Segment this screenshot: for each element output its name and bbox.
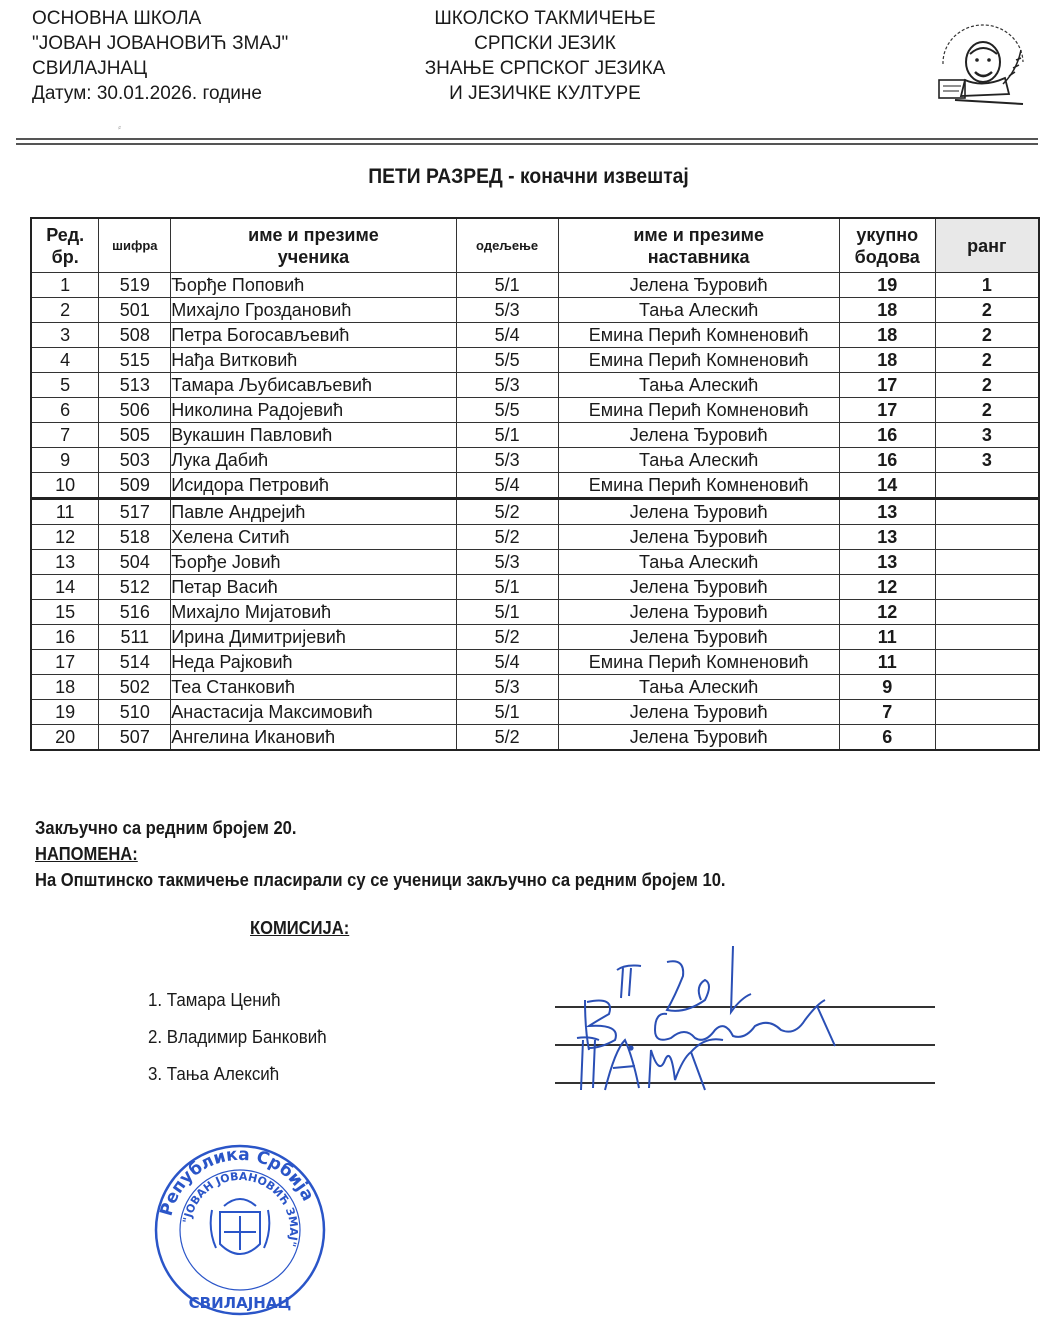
student-name: Ђорђе Поповић [171, 273, 456, 298]
student-code: 514 [99, 650, 171, 675]
student-code: 505 [99, 423, 171, 448]
table-row [31, 398, 1039, 423]
student-name: Ангелина Икановић [171, 725, 456, 751]
class-section: 5/2 [456, 725, 558, 751]
competition-topic-1: ЗНАЊЕ СРПСКОГ ЈЕЗИКА [424, 58, 666, 79]
total-points: 7 [839, 700, 935, 725]
school-city: СВИЛАЈНАЦ [32, 58, 148, 79]
school-type: ОСНОВНА ШКОЛА [32, 8, 202, 29]
official-stamp-icon [150, 1140, 330, 1320]
student-name: Михајло Мијатовић [171, 600, 456, 625]
rank: 2 [935, 323, 1039, 348]
class-section: 5/3 [456, 298, 558, 323]
student-name: Исидора Петровић [171, 473, 456, 499]
table-row [31, 600, 1039, 625]
rank [935, 625, 1039, 650]
total-points: 14 [839, 473, 935, 499]
teacher-name: Емина Перић Комненовић [558, 473, 839, 499]
rank: 3 [935, 423, 1039, 448]
col-header-points [839, 218, 935, 273]
competition-subject: СРПСКИ ЈЕЗИК [474, 33, 616, 54]
rank: 1 [935, 273, 1039, 298]
stamp-outer-text: Република Србија [156, 1144, 318, 1219]
total-points: 13 [839, 525, 935, 550]
col-header-number [31, 218, 99, 273]
student-code: 510 [99, 700, 171, 725]
student-name: Петар Васић [171, 575, 456, 600]
class-section: 5/4 [456, 650, 558, 675]
rank [935, 550, 1039, 575]
col-header-teacher [558, 218, 839, 273]
student-code: 515 [99, 348, 171, 373]
commission-members [148, 982, 327, 1093]
total-points: 12 [839, 600, 935, 625]
class-section: 5/3 [456, 550, 558, 575]
total-points: 18 [839, 348, 935, 373]
col-header-points-line2: бодова [854, 246, 920, 267]
col-header-rank: ранг [935, 218, 1039, 273]
total-points: 16 [839, 448, 935, 473]
col-header-number-line2: бр. [51, 246, 79, 267]
table-row [31, 448, 1039, 473]
rank [935, 525, 1039, 550]
row-number: 12 [31, 525, 99, 550]
table-row [31, 725, 1039, 751]
competition-topic-2: И ЈЕЗИЧКЕ КУЛТУРЕ [449, 83, 641, 104]
teacher-name: Емина Перић Комненовић [558, 398, 839, 423]
commission-member-2: 2. Владимир Банковић [148, 1027, 327, 1047]
row-number: 4 [31, 348, 99, 373]
rank [935, 499, 1039, 525]
total-points: 9 [839, 675, 935, 700]
row-number: 19 [31, 700, 99, 725]
rank: 2 [935, 398, 1039, 423]
table-row [31, 348, 1039, 373]
total-points: 13 [839, 550, 935, 575]
class-section: 5/1 [456, 600, 558, 625]
student-code: 518 [99, 525, 171, 550]
total-points: 18 [839, 323, 935, 348]
scan-artifact: ⸗ [118, 122, 121, 132]
teacher-name: Јелена Ђуровић [558, 625, 839, 650]
class-section: 5/1 [456, 575, 558, 600]
total-points: 18 [839, 298, 935, 323]
student-name: Ирина Димитријевић [171, 625, 456, 650]
header-divider-top [16, 138, 1038, 140]
col-header-number-line1: Ред. [46, 224, 85, 245]
row-number: 18 [31, 675, 99, 700]
student-code: 502 [99, 675, 171, 700]
commission-member-1: 1. Тамара Ценић [148, 990, 281, 1010]
class-section: 5/4 [456, 473, 558, 499]
student-name: Анастасија Максимовић [171, 700, 456, 725]
commission-title: КОМИСИЈА: [250, 918, 350, 938]
total-points: 19 [839, 273, 935, 298]
student-code: 516 [99, 600, 171, 625]
row-number: 16 [31, 625, 99, 650]
rank: 2 [935, 348, 1039, 373]
table-row [31, 625, 1039, 650]
student-name: Хелена Ситић [171, 525, 456, 550]
table-row [31, 323, 1039, 348]
col-header-student-line1: име и презиме [248, 224, 379, 245]
row-number: 10 [31, 473, 99, 499]
school-emblem-icon [925, 14, 1035, 114]
class-section: 5/1 [456, 273, 558, 298]
table-row [31, 675, 1039, 700]
student-name: Петра Богосављевић [171, 323, 456, 348]
competition-level: ШКОЛСКО ТАКМИЧЕЊЕ [434, 8, 656, 29]
total-points: 11 [839, 650, 935, 675]
table-row [31, 550, 1039, 575]
student-code: 508 [99, 323, 171, 348]
teacher-name: Емина Перић Комненовић [558, 348, 839, 373]
student-name: Нађа Витковић [171, 348, 456, 373]
total-points: 13 [839, 499, 935, 525]
rank [935, 600, 1039, 625]
table-row [31, 473, 1039, 499]
row-number: 7 [31, 423, 99, 448]
table-row [31, 273, 1039, 298]
student-code: 506 [99, 398, 171, 423]
class-section: 5/2 [456, 625, 558, 650]
row-number: 3 [31, 323, 99, 348]
class-section: 5/1 [456, 700, 558, 725]
table-header-row [31, 218, 1039, 273]
teacher-name: Тања Алескић [558, 373, 839, 398]
total-points: 17 [839, 398, 935, 423]
handwritten-signatures-icon [555, 940, 855, 1100]
col-header-student [171, 218, 456, 273]
note-label: НАПОМЕНА: [35, 844, 138, 864]
student-name: Ђорђе Јовић [171, 550, 456, 575]
student-name: Неда Рајковић [171, 650, 456, 675]
student-code: 509 [99, 473, 171, 499]
rank [935, 473, 1039, 499]
row-number: 1 [31, 273, 99, 298]
class-section: 5/4 [456, 323, 558, 348]
teacher-name: Тања Алескић [558, 448, 839, 473]
table-row [31, 423, 1039, 448]
row-number: 15 [31, 600, 99, 625]
header-divider-bottom [16, 143, 1038, 145]
col-header-teacher-line2: наставника [647, 246, 750, 267]
rank: 2 [935, 298, 1039, 323]
teacher-name: Јелена Ђуровић [558, 600, 839, 625]
results-table [30, 217, 1040, 751]
teacher-name: Јелена Ђуровић [558, 423, 839, 448]
table-row [31, 298, 1039, 323]
col-header-code: шифра [99, 218, 171, 273]
table-row [31, 373, 1039, 398]
class-section: 5/3 [456, 448, 558, 473]
student-name: Теа Станковић [171, 675, 456, 700]
class-section: 5/5 [456, 348, 558, 373]
teacher-name: Тања Алескић [558, 298, 839, 323]
concluded-text: Закључно са редним бројем 20. [35, 818, 297, 838]
teacher-name: Јелена Ђуровић [558, 273, 839, 298]
rank [935, 725, 1039, 751]
rank [935, 700, 1039, 725]
table-row [31, 525, 1039, 550]
student-code: 517 [99, 499, 171, 525]
stamp-inner-text: "ЈОВАН ЈОВАНОВИЋ ЗМАЈ" [180, 1169, 301, 1249]
row-number: 14 [31, 575, 99, 600]
student-code: 504 [99, 550, 171, 575]
row-number: 2 [31, 298, 99, 323]
teacher-name: Јелена Ђуровић [558, 525, 839, 550]
student-code: 519 [99, 273, 171, 298]
rank [935, 650, 1039, 675]
student-name: Вукашин Павловић [171, 423, 456, 448]
student-name: Лука Дабић [171, 448, 456, 473]
teacher-name: Јелена Ђуровић [558, 700, 839, 725]
row-number: 11 [31, 499, 99, 525]
col-header-points-line1: укупно [856, 224, 919, 245]
row-number: 9 [31, 448, 99, 473]
table-row [31, 575, 1039, 600]
col-header-class: одељење [456, 218, 558, 273]
total-points: 11 [839, 625, 935, 650]
table-row [31, 499, 1039, 525]
total-points: 6 [839, 725, 935, 751]
student-name: Тамара Љубисављевић [171, 373, 456, 398]
row-number: 17 [31, 650, 99, 675]
col-header-teacher-line1: име и презиме [633, 224, 764, 245]
school-name: "ЈОВАН ЈОВАНОВИЋ ЗМАЈ" [32, 33, 289, 54]
teacher-name: Јелена Ђуровић [558, 499, 839, 525]
class-section: 5/1 [456, 423, 558, 448]
teacher-name: Тања Алескић [558, 675, 839, 700]
student-name: Михајло Гроздановић [171, 298, 456, 323]
table-row [31, 700, 1039, 725]
commission-member-3: 3. Тања Алексић [148, 1064, 280, 1084]
class-section: 5/3 [456, 373, 558, 398]
row-number: 20 [31, 725, 99, 751]
rank: 3 [935, 448, 1039, 473]
total-points: 16 [839, 423, 935, 448]
total-points: 17 [839, 373, 935, 398]
report-title: ПЕТИ РАЗРЕД - коначни извештај [368, 165, 689, 188]
student-code: 507 [99, 725, 171, 751]
row-number: 5 [31, 373, 99, 398]
document-date: Датум: 30.01.2026. године [32, 83, 262, 104]
rank: 2 [935, 373, 1039, 398]
class-section: 5/3 [456, 675, 558, 700]
student-code: 503 [99, 448, 171, 473]
teacher-name: Тања Алескић [558, 550, 839, 575]
class-section: 5/2 [456, 525, 558, 550]
teacher-name: Јелена Ђуровић [558, 725, 839, 751]
class-section: 5/5 [456, 398, 558, 423]
teacher-name: Јелена Ђуровић [558, 575, 839, 600]
table-row [31, 650, 1039, 675]
teacher-name: Емина Перић Комненовић [558, 650, 839, 675]
row-number: 13 [31, 550, 99, 575]
col-header-student-line2: ученика [277, 246, 350, 267]
notes-section [35, 815, 726, 893]
row-number: 6 [31, 398, 99, 423]
rank [935, 575, 1039, 600]
student-code: 513 [99, 373, 171, 398]
student-name: Павле Андрејић [171, 499, 456, 525]
student-name: Николина Радојевић [171, 398, 456, 423]
teacher-name: Емина Перић Комненовић [558, 323, 839, 348]
rank [935, 675, 1039, 700]
student-code: 501 [99, 298, 171, 323]
total-points: 12 [839, 575, 935, 600]
competition-info [380, 6, 710, 106]
school-info [32, 6, 288, 106]
stamp-city-text: СВИЛАЈНАЦ [188, 1294, 292, 1312]
note-text: На Општинско такмичење пласирали су се ученици закључно са редним бројем 10. [35, 870, 726, 890]
student-code: 511 [99, 625, 171, 650]
class-section: 5/2 [456, 499, 558, 525]
student-code: 512 [99, 575, 171, 600]
